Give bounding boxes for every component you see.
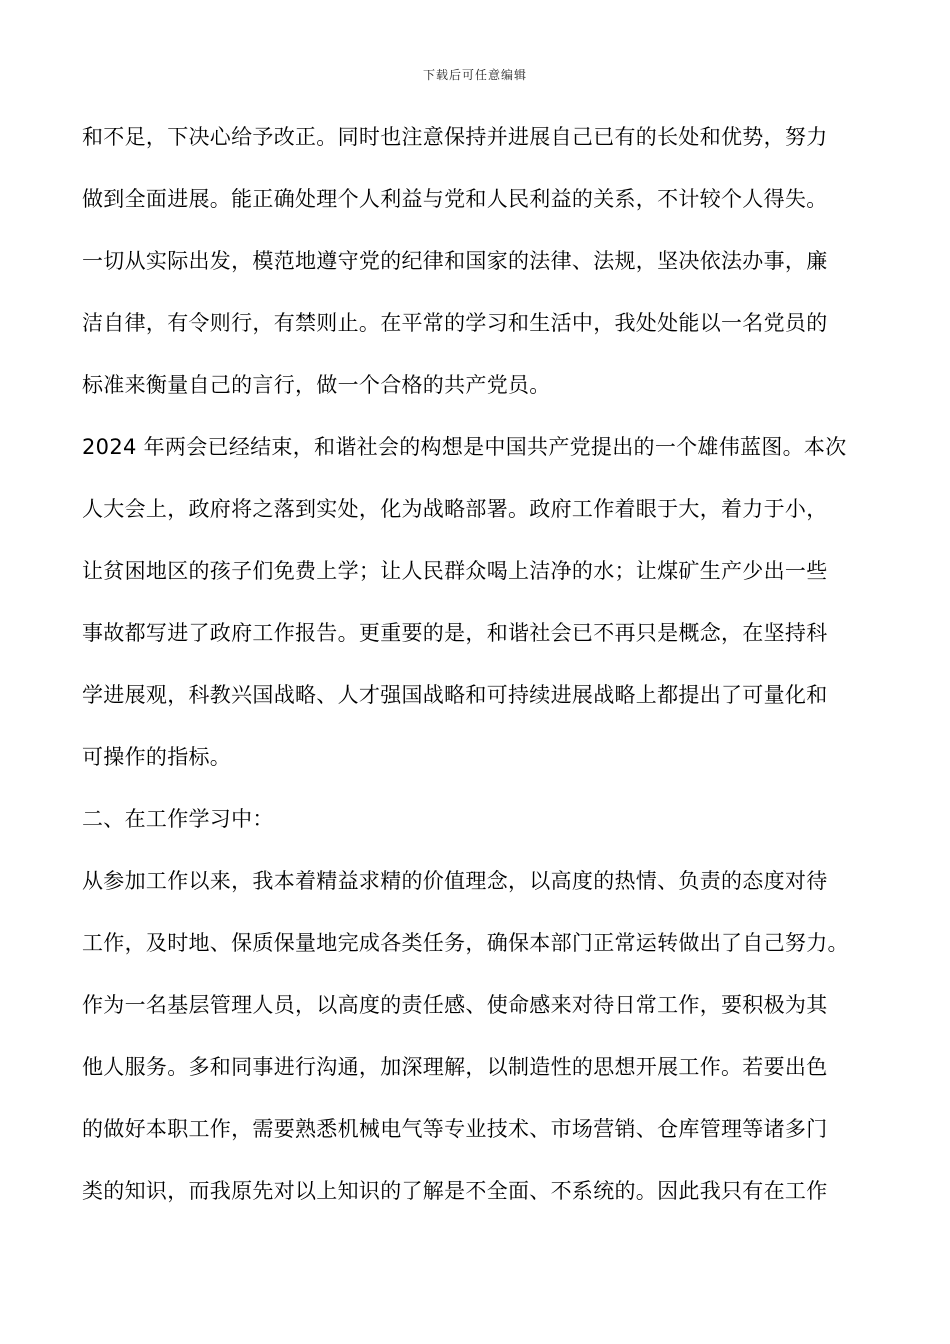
text-line: 学进展观，科教兴国战略、人才强国战略和可持续进展战略上都提出了可量化和 bbox=[82, 683, 828, 707]
section-heading: 二、在工作学习中： bbox=[82, 807, 274, 831]
text-line: 可操作的指标。 bbox=[82, 745, 232, 769]
text-line: 让贫困地区的孩子们免费上学；让人民群众喝上洁净的水；让煤矿生产少出一些 bbox=[82, 559, 828, 583]
text-line: 类的知识，而我原先对以上知识的了解是不全面、不系统的。因此我只有在工作 bbox=[82, 1179, 828, 1203]
text-line: 的做好本职工作，需要熟悉机械电气等专业技术、市场营销、仓库管理等诸多门 bbox=[82, 1117, 828, 1141]
text-line: 事故都写进了政府工作报告。更重要的是，和谐社会已不再只是概念，在坚持科 bbox=[82, 621, 828, 645]
text-line: 做到全面进展。能正确处理个人利益与党和人民利益的关系，不计较个人得失。 bbox=[82, 187, 828, 211]
text-line: 人大会上，政府将之落到实处，化为战略部署。政府工作着眼于大，着力于小， bbox=[82, 497, 828, 521]
text-line: 工作，及时地、保质保量地完成各类任务，确保本部门正常运转做出了自己努力。 bbox=[82, 931, 849, 955]
document-body bbox=[82, 117, 882, 1233]
text-line: 标准来衡量自己的言行，做一个合格的共产党员。 bbox=[82, 373, 551, 397]
text-line: 他人服务。多和同事进行沟通，加深理解，以制造性的思想开展工作。若要出色 bbox=[82, 1055, 828, 1079]
header-note: 下载后可任意编辑 bbox=[422, 68, 527, 82]
text-line: 和不足，下决心给予改正。同时也注意保持并进展自己已有的长处和优势，努力 bbox=[82, 125, 828, 149]
text-line: 从参加工作以来，我本着精益求精的价值理念，以高度的热情、负责的态度对待 bbox=[82, 869, 828, 893]
text-line: 作为一名基层管理人员，以高度的责任感、使命感来对待日常工作，要积极为其 bbox=[82, 993, 828, 1017]
text-line: 一切从实际出发，模范地遵守党的纪律和国家的法律、法规，坚决依法办事，廉 bbox=[82, 249, 828, 273]
text-line: 2024 年两会已经结束，和谐社会的构想是中国共产党提出的一个雄伟蓝图。本次 bbox=[82, 435, 847, 459]
text-line: 洁自律，有令则行，有禁则止。在平常的学习和生活中，我处处能以一名党员的 bbox=[82, 311, 828, 335]
